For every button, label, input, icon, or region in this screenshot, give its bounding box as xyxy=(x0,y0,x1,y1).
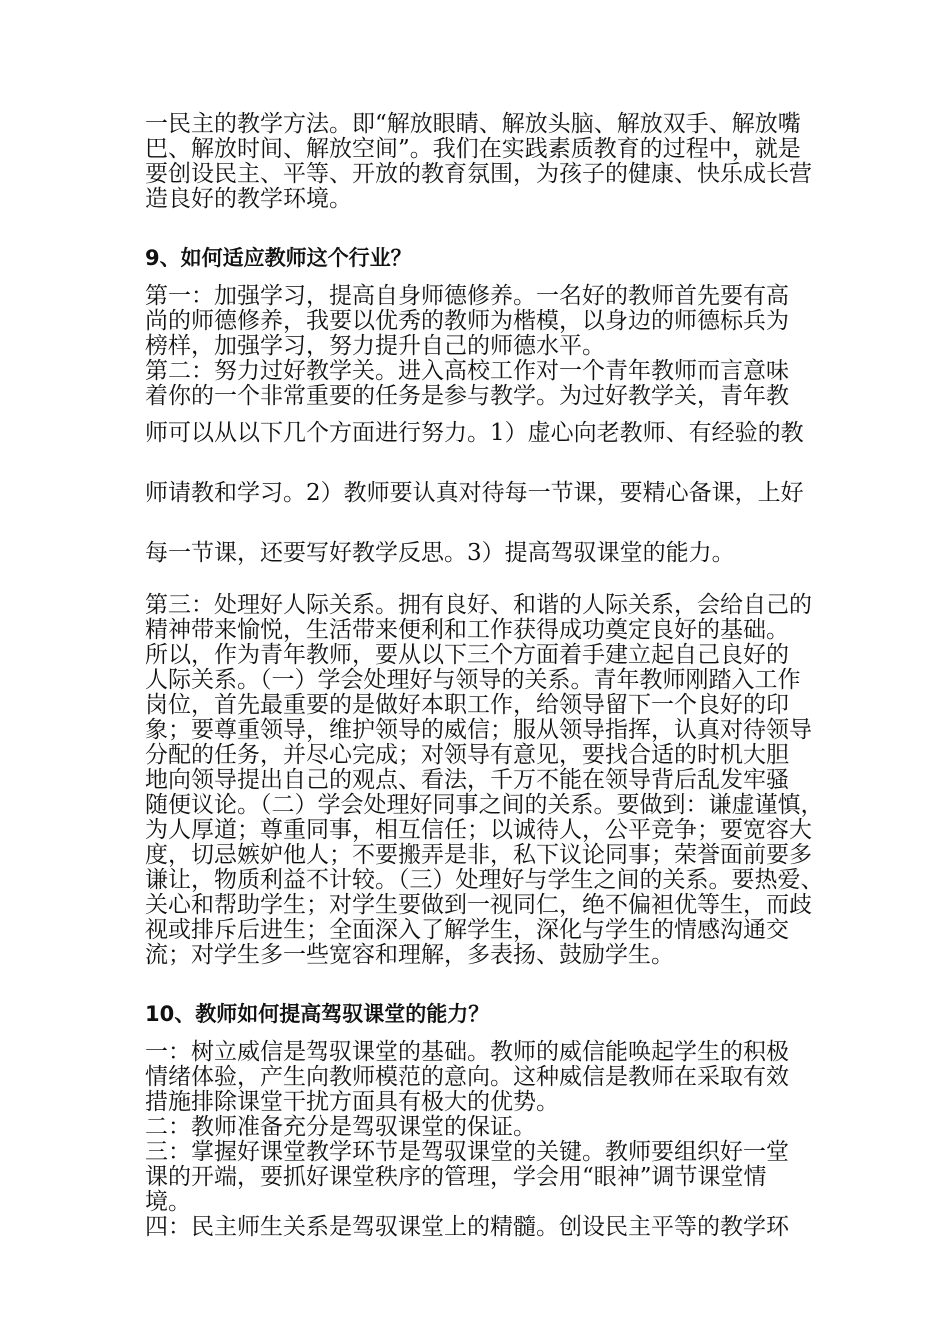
section-10-heading: 10、教师如何提高驾驭课堂的能力？ xyxy=(145,1002,490,1026)
text-line: 尚的师德修养，我要以优秀的教师为楷模，以身边的师德标兵为 xyxy=(145,308,789,334)
document-body xyxy=(145,111,824,1240)
text-line: 一民主的教学方法。即“解放眼睛、解放头脑、解放双手、解放嘴 xyxy=(145,111,801,137)
section-9-heading: 9、如何适应教师这个行业？ xyxy=(145,246,412,270)
text-line: 境。 xyxy=(145,1189,191,1215)
text-line: 巴、解放时间、解放空间”。我们在实践素质教育的过程中，就是 xyxy=(145,136,801,162)
text-line: 象；要尊重领导，维护领导的威信；服从领导指挥，认真对待领导 xyxy=(145,717,812,743)
text-line: 榜样，加强学习，努力提升自己的师德水平。 xyxy=(145,333,605,359)
text-line: 第三：处理好人际关系。拥有良好、和谐的人际关系，会给自己的 xyxy=(145,592,812,618)
text-line: 为人厚道；尊重同事，相互信任；以诚待人，公平竞争；要宽容大 xyxy=(145,817,812,843)
text-line: 课的开端，要抓好课堂秩序的管理，学会用“眼神”调节课堂情 xyxy=(145,1164,767,1190)
section-9-paragraph-first xyxy=(145,284,810,409)
text-line: 度，切忌嫉妒他人；不要搬弄是非，私下议论同事；荣誉面前要多 xyxy=(145,842,812,868)
section-9-paragraph-third xyxy=(145,592,824,968)
text-line: 措施排除课堂干扰方面具有极大的优势。 xyxy=(145,1089,559,1115)
text-line: 岗位，首先最重要的是做好本职工作，给领导留下一个良好的印 xyxy=(145,692,789,718)
section-9-paragraph-wide xyxy=(145,403,810,583)
text-line: 造良好的教学环境。 xyxy=(145,186,352,212)
text-line: 师可以从以下几个方面进行努力。1）虚心向老教师、有经验的教 xyxy=(145,420,804,446)
text-line: 第二：努力过好教学关。进入高校工作对一个青年教师而言意味 xyxy=(145,358,789,384)
text-line: 三：掌握好课堂教学环节是驾驭课堂的关键。教师要组织好一堂 xyxy=(145,1139,789,1165)
text-line: 谦让，物质利益不计较。（三）处理好与学生之间的关系。要热爱、 xyxy=(145,867,824,893)
text-line: 视或排斥后进生；全面深入了解学生，深化与学生的情感沟通交 xyxy=(145,917,789,943)
text-line: 关心和帮助学生；对学生要做到一视同仁，绝不偏袒优等生，而歧 xyxy=(145,892,812,918)
text-line: 一：树立威信是驾驭课堂的基础。教师的威信能唤起学生的积极 xyxy=(145,1039,789,1065)
text-line: 随便议论。（二）学会处理好同事之间的关系。要做到：谦虚谨慎， xyxy=(145,792,824,818)
section-10-paragraph xyxy=(145,1040,810,1240)
text-line: 师请教和学习。2）教师要认真对待每一节课，要精心备课，上好 xyxy=(145,480,804,506)
intro-paragraph xyxy=(145,112,810,212)
text-line: 要创设民主、平等、开放的教育氛围，为孩子的健康、快乐成长营 xyxy=(145,161,812,187)
spacer xyxy=(145,968,810,1000)
text-line: 地向领导提出自己的观点、看法，千万不能在领导背后乱发牢骚 xyxy=(145,767,789,793)
text-line: 情绪体验，产生向教师模范的意向。这种威信是教师在采取有效 xyxy=(145,1064,789,1090)
spacer xyxy=(145,212,810,244)
text-line: 所以，作为青年教师，要从以下三个方面着手建立起自己良好的 xyxy=(145,642,789,668)
text-line: 人际关系。（一）学会处理好与领导的关系。青年教师刚踏入工作 xyxy=(145,667,801,693)
text-line: 精神带来愉悦，生活带来便利和工作获得成功奠定良好的基础。 xyxy=(145,617,789,643)
text-line: 二：教师准备充分是驾驭课堂的保证。 xyxy=(145,1114,536,1140)
text-line: 流；对学生多一些宽容和理解，多表扬、鼓励学生。 xyxy=(145,942,674,968)
text-line: 分配的任务，并尽心完成；对领导有意见，要找合适的时机大胆 xyxy=(145,742,789,768)
text-line: 第一：加强学习，提高自身师德修养。一名好的教师首先要有高 xyxy=(145,283,789,309)
text-line: 着你的一个非常重要的任务是参与教学。为过好教学关，青年教 xyxy=(145,383,789,409)
text-line: 每一节课，还要写好教学反思。3）提高驾驭课堂的能力。 xyxy=(145,540,735,566)
text-line: 四：民主师生关系是驾驭课堂上的精髓。创设民主平等的教学环 xyxy=(145,1214,789,1240)
